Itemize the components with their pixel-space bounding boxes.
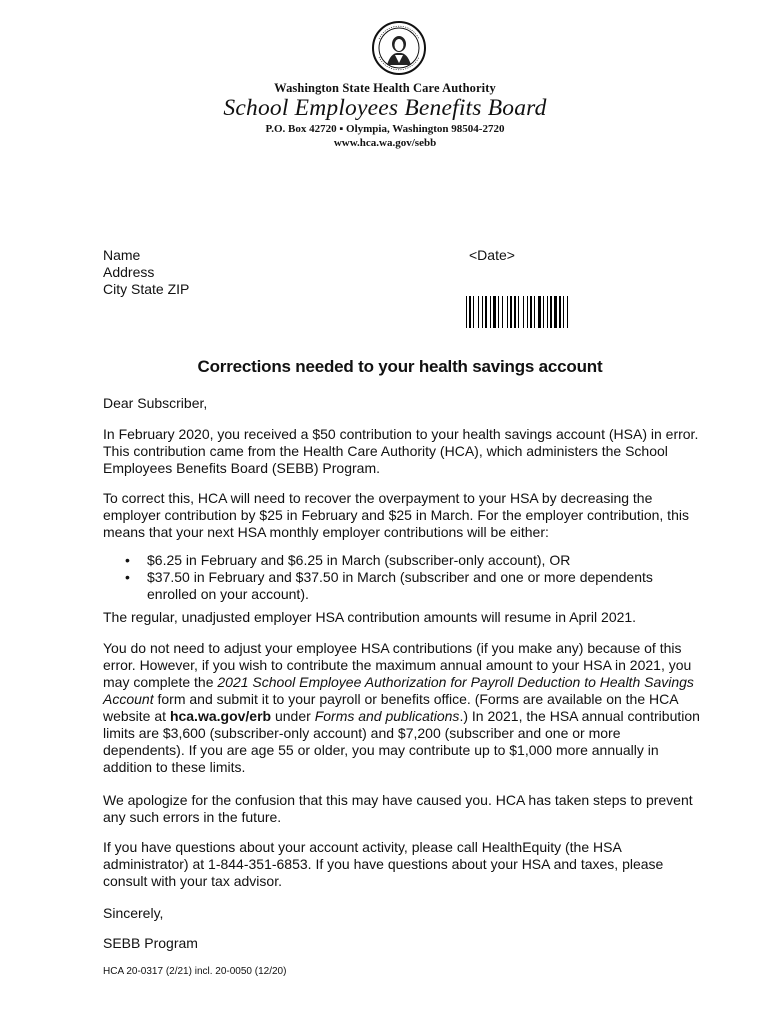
recipient-city-state-zip: City State ZIP bbox=[103, 281, 190, 297]
hca-website-link[interactable]: hca.wa.gov/erb bbox=[169, 708, 272, 724]
washington-state-seal-icon bbox=[371, 19, 427, 77]
barcode bbox=[466, 296, 609, 328]
list-item: • $6.25 in February and $6.25 in March (subscriber-only account), OR bbox=[125, 552, 571, 568]
letter-date: <Date> bbox=[469, 247, 515, 263]
signature: SEBB Program bbox=[103, 935, 198, 951]
form-number-footer: HCA 20-0317 (2/21) incl. 20-0050 (12/20) bbox=[103, 966, 287, 977]
paragraph-contact-info: If you have questions about your account activity, please call HealthEquity (the HSA administrator) at 1-844-351-6853. If you have questions about your HSA and taxes, please consult with your tax advisor. bbox=[103, 839, 664, 889]
paragraph-contribution-limits: You do not need to adjust your employee HSA contributions (if you make any) because of this error. However, if you wish to contribute the maximum annual amount to your HSA in 2021, you may complete the 2021 School Employee Authorization for Payroll Deduction to Health Savings Account form and submit it to your payroll or benefits office. (Forms are available on the HCA website at hca.wa.gov/erb under Forms and publications.) In 2021, the HSA annual contribution limits are $3,600 (subscriber-only account) and $7,200 (subscriber and one or more dependents). If you are age 55 or older, you may contribute up to $1,000 more annually in addition to these limits. bbox=[103, 640, 700, 775]
paragraph-resume-notice: The regular, unadjusted employer HSA contribution amounts will resume in April 2021. bbox=[103, 609, 637, 625]
paragraph-correction: To correct this, HCA will need to recover the overpayment to your HSA by decreasing the employer contribution by $25 in February and $25 in March. For the employer contribution, this means that your next HSA monthly employer contributions will be either: bbox=[103, 490, 689, 540]
forms-section-name: Forms and publications bbox=[314, 708, 460, 724]
list-item: • $37.50 in February and $37.50 in March (subscriber and one or more dependents enrolled on your account). bbox=[125, 569, 653, 602]
bullet-icon: • bbox=[125, 569, 130, 585]
paragraph-apology: We apologize for the confusion that this may have caused you. HCA has taken steps to prevent any such errors in the future. bbox=[103, 792, 693, 825]
website-url: www.hca.wa.gov/sebb bbox=[333, 137, 437, 149]
recipient-name: Name bbox=[103, 247, 141, 263]
recipient-address: Address bbox=[103, 264, 155, 280]
board-name: School Employees Benefits Board bbox=[223, 95, 547, 121]
closing: Sincerely, bbox=[103, 905, 164, 921]
letter-subject: Corrections needed to your health savings account bbox=[197, 357, 603, 376]
agency-name: Washington State Health Care Authority bbox=[274, 81, 496, 95]
paragraph-error-notice: In February 2020, you received a $50 contribution to your health savings account (HSA) in error. This contribution came from the Health Care Authority (HCA), which administers the School Employees Benefits Board (SEBB) Program. bbox=[103, 426, 699, 476]
contribution-options-list bbox=[103, 552, 703, 603]
bullet-icon: • bbox=[125, 552, 130, 568]
mailing-address: P.O. Box 42720 ▪ Olympia, Washington 98504-2720 bbox=[265, 123, 505, 135]
form-title: 2021 School Employee Authorization for Payroll Deduction to Health Savings Account bbox=[103, 674, 694, 707]
salutation: Dear Subscriber, bbox=[103, 395, 208, 411]
